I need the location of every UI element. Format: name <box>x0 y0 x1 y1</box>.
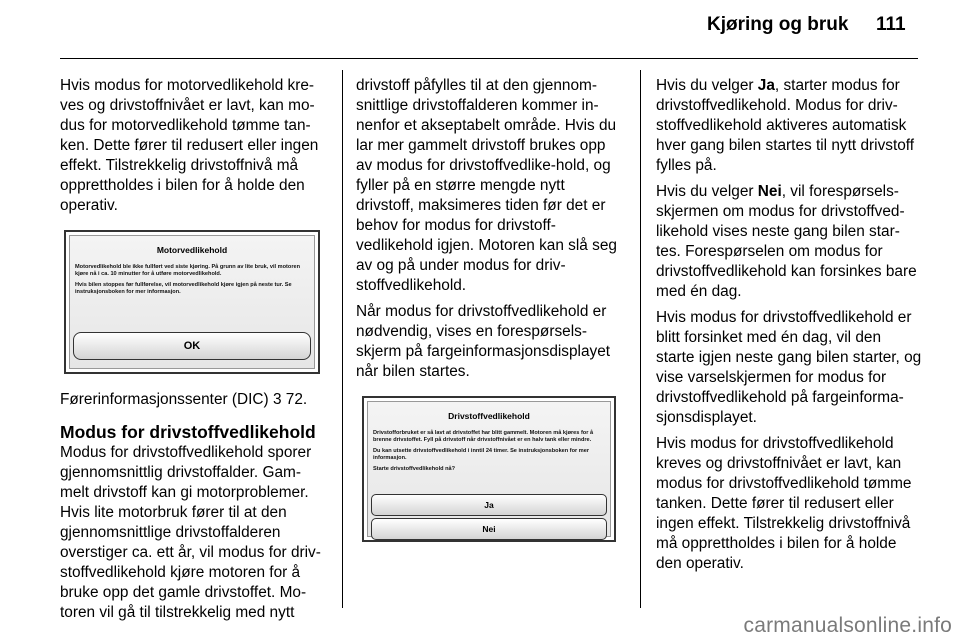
screen-text: Hvis bilen stoppes før fullførelse, vil motorvedlikehold kjøre igjen på neste tur. Se instruksjonsboken for mer informasjon. <box>75 282 292 295</box>
dic-reference-page: 72. <box>285 391 308 408</box>
text-fragment: Hvis du velger <box>656 183 758 200</box>
screen-panel <box>69 235 315 369</box>
screen-title: Motorvedlikehold <box>156 245 228 255</box>
page-reference-arrow-icon: 3 <box>272 391 282 408</box>
column-1 <box>60 76 326 629</box>
paragraph-low-fuel: Hvis modus for drivstoffvedlikehold kreves og drivstoffnivået er lavt, kan modus for drivstoffvedlikehold tømme tanken. Dette fører til redusert eller ingen effekt. Tilstrekkelig drivstoffnivå må opprettholdes i bilen for å holde den operativ. <box>656 435 912 572</box>
text-fragment: Hvis du velger <box>656 77 758 94</box>
page-number: 111 <box>876 14 906 35</box>
dic-reference <box>60 390 326 410</box>
screen-text: Motorvedlikehold ble ikke fullført ved siste kjøring. På grunn av lite bruk, vil motoren kjøre nå i ca. 10 minutter for å utføre motorvedlikehold. <box>75 264 301 277</box>
fuel-maintenance-screen <box>362 396 616 542</box>
paragraph-fuel-maintenance: Modus for drivstoffvedlikehold sporer gjennomsnittlig drivstoffalder. Gam-melt drivstoff kan gi motorproblemer. Hvis lite motorbruk fører til at den gjennomsnittlige drivstoffalderen overstiger ca. ett år, vil modus for driv-stoffvedlikehold kjøre motoren for å bruke opp det gamle drivstoffet. Mo-toren vil gå til tilstrekkelig med nytt <box>60 444 321 621</box>
paragraph-select-yes <box>656 76 922 176</box>
column-2 <box>356 76 624 542</box>
watermark: carmanualsonline.info <box>743 614 952 637</box>
column-divider-right <box>640 70 641 608</box>
screen-text: Drivstofforbruket er så lavt at drivstoffet har blitt gammelt. Motoren må kjøres for å brenne drivstoffet. Fyll på drivstoff når drivstoffnivået er en halv tank eller mindre. <box>373 430 594 443</box>
paragraph-engine-maintenance: Hvis modus for motorvedlikehold kre-ves og drivstoffnivået er lavt, kan mo-dus for motorvedlikehold tømme tan-ken. Dette fører til redusert eller ingen effekt. Tilstrekkelig drivstoffnivå må opprettholdes i bilen for å holde den operativ. <box>60 77 319 214</box>
paragraph-delayed: Hvis modus for drivstoffvedlikehold er blitt forsinket med én dag, vil den starte igjen neste gang bilen starter, og vise varselskjermen for modus for drivstoffvedlikehold på fargeinforma-sjonsdisplayet. <box>656 309 922 426</box>
text-fragment: , vil forespørsels-skjermen om modus for drivstoffved-likehold vises neste gang bilen star-tes. Forespørselen om modus for drivstoffvedlikehold kan forsinkes bare med én dag. <box>656 183 917 300</box>
section-heading-fuel-maintenance: Modus for drivstoffvedlikehold <box>60 422 316 442</box>
option-no-text: Nei <box>757 183 782 200</box>
screen-title: Drivstoffvedlikehold <box>448 411 530 421</box>
engine-maintenance-screen <box>64 230 320 374</box>
screen-text: Du kan utsette drivstoffvedlikehold i inntil 24 timer. Se instruksjonsboken for mer informasjon. <box>373 448 590 461</box>
paragraph-fuel-continued: drivstoff påfylles til at den gjennom-snittlige drivstoffalderen kommer in-nenfor et akseptabelt område. Hvis du lar mer gammelt drivstoff brukes opp av modus for drivstoffvedlike-hold, og fyller på en større mengde nytt drivstoff, maksimeres tiden før det er behov for modus for drivstoff-vedlikehold igjen. Motoren kan slå seg av og på under modus for driv-stoffvedlikehold. <box>356 77 617 294</box>
column-divider-left <box>342 70 343 608</box>
yes-button[interactable]: Ja <box>371 494 607 516</box>
page-header-title: Kjøring og bruk <box>707 14 849 35</box>
text-fragment: , starter modus for drivstoffvedlikehold. Modus for driv-stoffvedlikehold aktiveres automatisk hver gang bilen startes til nytt drivstoff fylles på. <box>656 77 915 174</box>
paragraph-request-screen: Når modus for drivstoffvedlikehold er nødvendig, vises en forespørsels-skjerm på fargeinformasjonsdisplayet når bilen startes. <box>356 303 611 380</box>
ok-button[interactable]: OK <box>73 332 311 360</box>
screen-question: Starte drivstoffvedlikehold nå? <box>373 466 456 472</box>
no-button[interactable]: Nei <box>371 518 607 540</box>
header-rule <box>60 58 918 59</box>
option-yes-text: Ja <box>757 77 775 94</box>
screen-panel <box>367 401 611 537</box>
dic-reference-text: Førerinformasjonssenter (DIC) <box>60 391 269 408</box>
column-3 <box>656 76 922 580</box>
paragraph-select-no <box>656 182 922 302</box>
